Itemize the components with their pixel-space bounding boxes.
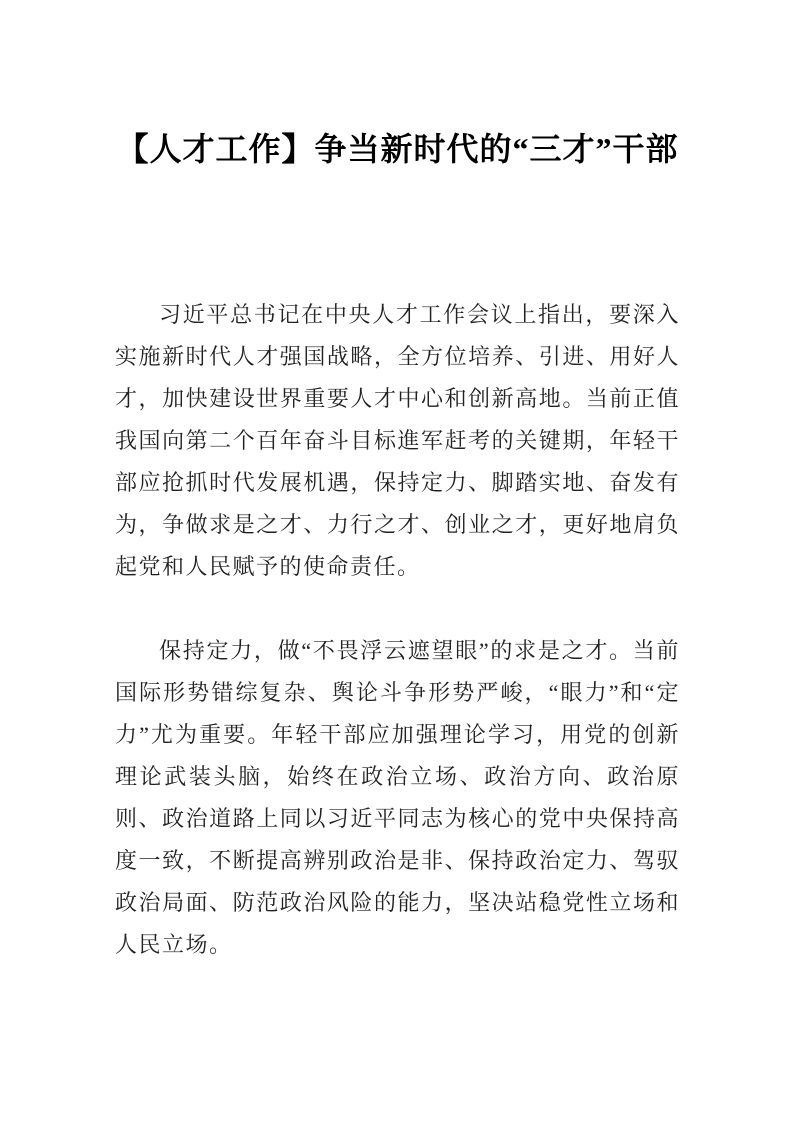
document-body	[115, 294, 680, 966]
paragraph-2: 保持定力，做“不畏浮云遮望眼”的求是之才。当前国际形势错综复杂、舆论斗争形势严峻，“眼力”和“定力”尤为重要。年轻干部应加强理论学习，用党的创新理论武装头脑，始终在政治立场、政治方向、政治原则、政治道路上同以习近平同志为核心的党中央保持高度一致，不断提高辨别政治是非、保持政治定力、驾驭政治局面、防范政治风险的能力，坚决站稳党性立场和人民立场。	[115, 638, 680, 957]
document-title: 【人才工作】争当新时代的“三才”干部	[116, 131, 679, 167]
paragraph-1: 习近平总书记在中央人才工作会议上指出，要深入实施新时代人才强国战略，全方位培养、引进、用好人才，加快建设世界重要人才中心和创新高地。当前正值我国向第二个百年奋斗目标進军赶考的关键期，年轻干部应抢抓时代发展机遇，保持定力、脚踏实地、奋发有为，争做求是之才、力行之才、创业之才，更好地肩负起党和人民赋予的使命责任。	[115, 302, 680, 579]
